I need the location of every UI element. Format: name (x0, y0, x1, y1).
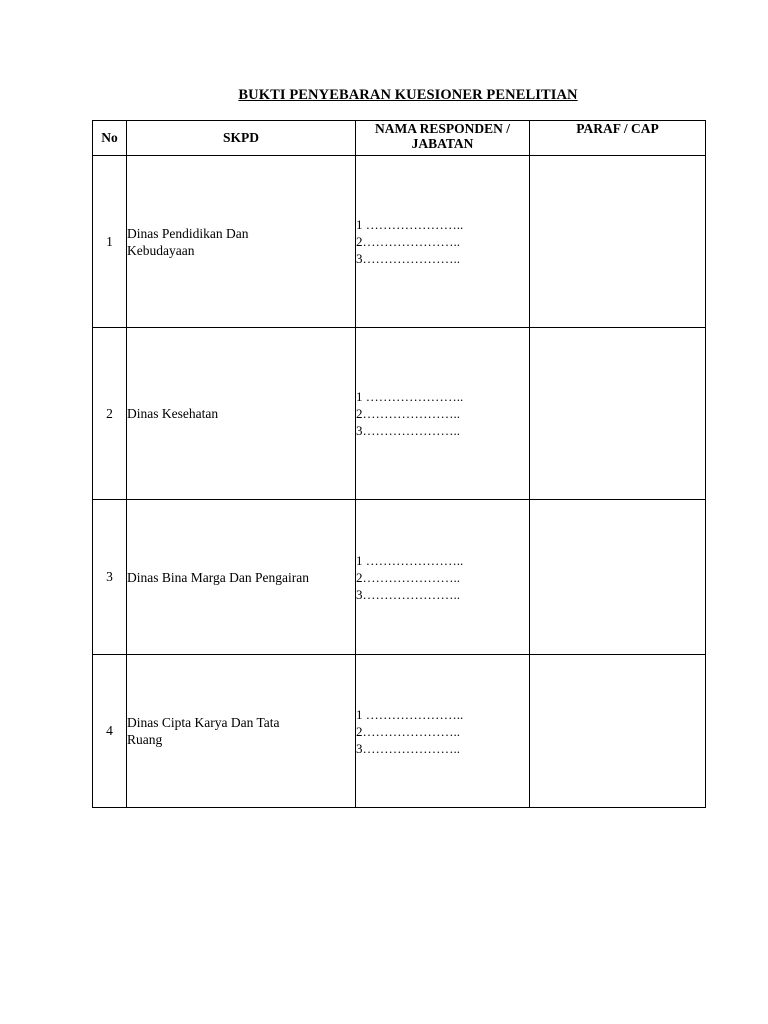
respondent-line: 1 ………………….. (356, 552, 464, 568)
header-row (93, 121, 706, 156)
respondent-line: 3………………….. (356, 251, 460, 266)
respondent-line: 2………………….. (356, 234, 460, 249)
respondent-line: 3………………….. (356, 586, 460, 602)
row-number: 2 (93, 328, 127, 500)
header-skpd: SKPD (127, 121, 356, 156)
questionnaire-table (92, 120, 706, 808)
skpd-name (127, 500, 356, 655)
table-row (93, 156, 706, 328)
signature-cell (530, 655, 706, 808)
header-nama-line-2: JABATAN (411, 136, 474, 151)
respondent-line: 1 ………………….. (356, 706, 464, 722)
header-no: No (93, 121, 127, 156)
signature-cell (530, 500, 706, 655)
header-paraf-cap: PARAF / CAP (530, 121, 706, 156)
header-nama-line-1: NAMA RESPONDEN / (374, 121, 510, 136)
table-row (93, 328, 706, 500)
skpd-line: Ruang (127, 732, 163, 747)
skpd-name (127, 156, 356, 328)
row-number: 3 (93, 500, 127, 655)
respondent-line: 2………………….. (356, 723, 460, 739)
respondent-lines (356, 328, 530, 500)
respondent-line: 2………………….. (356, 569, 460, 585)
skpd-line: Dinas Bina Marga Dan Pengairan (127, 569, 309, 585)
row-number: 4 (93, 655, 127, 808)
skpd-name (127, 655, 356, 808)
skpd-line: Dinas Kesehatan (127, 406, 219, 421)
respondent-line: 1 ………………….. (356, 389, 464, 404)
signature-cell (530, 156, 706, 328)
header-nama-responden (356, 121, 530, 156)
respondent-line: 3………………….. (356, 740, 460, 756)
respondent-line: 3………………….. (356, 423, 460, 438)
respondent-lines (356, 500, 530, 655)
skpd-line: Dinas Cipta Karya Dan Tata (127, 715, 280, 730)
respondent-line: 1 ………………….. (356, 217, 464, 232)
respondent-line: 2………………….. (356, 406, 460, 421)
respondent-lines (356, 156, 530, 328)
skpd-name (127, 328, 356, 500)
row-number: 1 (93, 156, 127, 328)
table-row (93, 500, 706, 655)
respondent-lines (356, 655, 530, 808)
skpd-line: Kebudayaan (127, 242, 195, 258)
document-title: BUKTI PENYEBARAN KUESIONER PENELITIAN (238, 87, 578, 103)
signature-cell (530, 328, 706, 500)
skpd-line: Dinas Pendidikan Dan (127, 225, 249, 241)
table-row (93, 655, 706, 808)
